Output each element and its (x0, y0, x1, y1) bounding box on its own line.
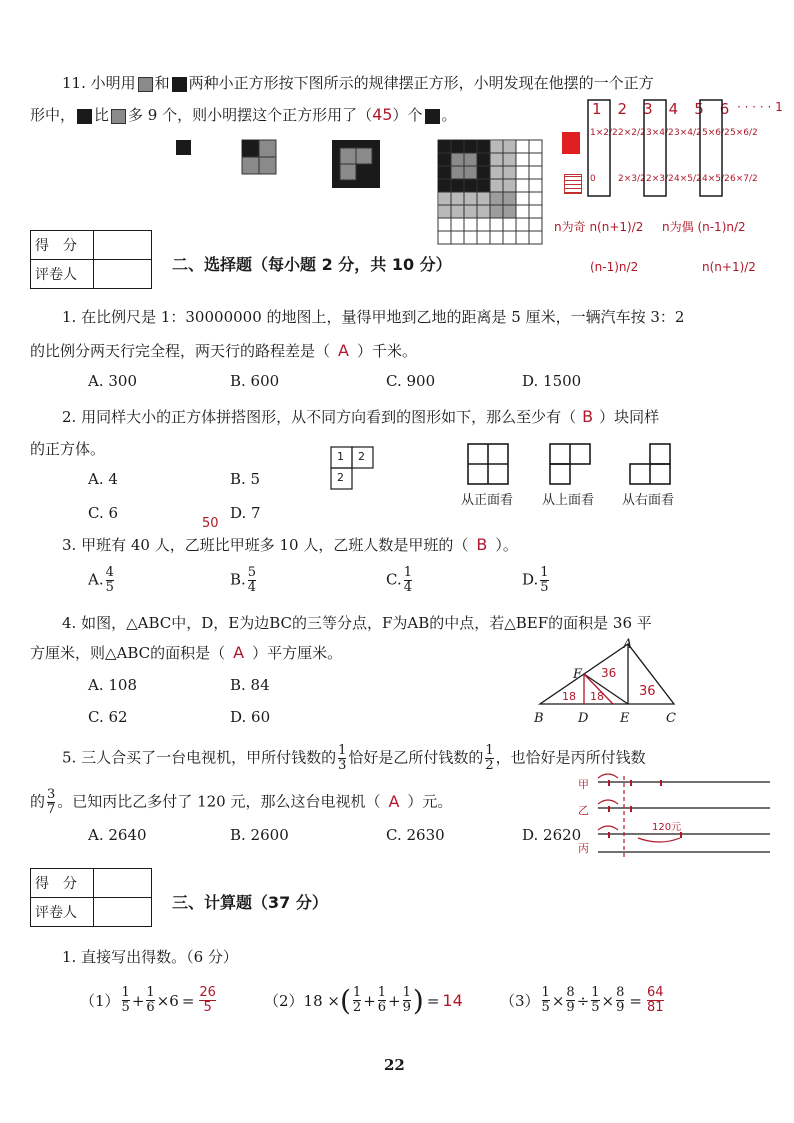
front-view (468, 444, 508, 484)
red-grid-icon (564, 174, 582, 194)
notes-bottom-right: n(n+1)/2 (702, 260, 756, 274)
q3-option-b[interactable]: B. $\frac{5}{4}$ (230, 565, 257, 595)
notes-even: n为偶 (n-1)n/2 (662, 220, 746, 234)
diagram-label-bing: 丙 (578, 842, 589, 855)
q5-option-c[interactable]: C. 2630 (386, 826, 445, 844)
q2-option-b[interactable]: B. 5 (230, 470, 261, 488)
q11-line1: 11. 小明用 和 两种小正方形按下图所示的规律摆正方形，小明发现在他摆的一个正方 (62, 74, 654, 92)
diagram-label-jia: 甲 (578, 778, 589, 791)
q3-line1: 3. 甲班有 40 人，乙班比甲班多 10 人，乙班人数是甲班的（ B ）。 (62, 535, 518, 554)
q2-sketch-num-2: 2 (358, 450, 365, 463)
diagram-label-120: 120元 (652, 822, 682, 833)
grader-label: 评卷人 (31, 898, 94, 927)
q2-line2: 的正方体。 (30, 440, 106, 458)
calc-problem-2: （2）18 × ( $\frac{1}{2}$ + $\frac{1}{6}$ + $\frac{1}{9}$ ) = 14 (264, 983, 463, 1017)
q2-answer: B (582, 407, 594, 426)
q4-line1: 4. 如图，△ABC中，D，E为边BC的三等分点，F为AB的中点，若△BEF的面积是 36 平 (62, 614, 652, 632)
q11-line2: 形中， 比 多 9 个，则小明摆这个正方形用了（45）个 。 (30, 105, 457, 124)
q5-segment-diagram (590, 768, 780, 860)
q4-line2: 方厘米，则△ABC的面积是（ A ）平方厘米。 (30, 643, 343, 662)
score-cell[interactable] (94, 231, 152, 260)
q1-option-c[interactable]: C. 900 (386, 372, 436, 390)
score-table-2 (30, 868, 152, 927)
notes-dots: · · · · · 1 (737, 100, 783, 114)
q2-sketch-num-1: 1 (337, 450, 344, 463)
grey-square-icon (111, 109, 126, 124)
section2-title: 二、选择题（每小题 2 分，共 10 分） (172, 255, 452, 274)
q11-answer: 45 (372, 105, 393, 124)
score-label: 得 分 (31, 869, 94, 898)
score-label: 得 分 (31, 231, 94, 260)
area-36-right: 36 (639, 684, 656, 699)
notes-row2: 0 2×3/22×3/24×5/24×5/26×7/2 (590, 174, 758, 184)
view-label-top: 从上面看 (542, 493, 595, 508)
label-C: C (666, 711, 676, 726)
view-label-front: 从正面看 (461, 493, 514, 508)
top-view (550, 444, 590, 484)
q1-line1: 1. 在比例尺是 1：30000000 的地图上，量得甲地到乙地的距离是 5 厘米，一辆汽车按 3：2 (62, 308, 685, 326)
notes-boxes (586, 100, 756, 200)
q4-option-a[interactable]: A. 108 (88, 676, 137, 694)
q4-option-b[interactable]: B. 84 (230, 676, 270, 694)
q3-option-d[interactable]: D. $\frac{1}{5}$ (522, 565, 549, 595)
right-view (630, 444, 670, 484)
label-F: F (573, 667, 583, 682)
q3-note: 50 (202, 516, 219, 531)
q11-notes (554, 100, 787, 300)
q5-option-b[interactable]: B. 2600 (230, 826, 289, 844)
calc-answer-3: $\frac{64}{81}$ (646, 985, 664, 1015)
label-A: A (623, 637, 633, 652)
red-square-icon (562, 132, 580, 154)
score-table-1 (30, 230, 152, 289)
q4-option-d[interactable]: D. 60 (230, 708, 271, 726)
score-cell[interactable] (94, 869, 152, 898)
q2-sketch-num-3: 2 (337, 471, 344, 484)
pattern-fig3 (332, 140, 380, 188)
notes-bottom-left: (n-1)n/2 (590, 260, 639, 274)
area-18-left: 18 (562, 690, 576, 703)
black-square-icon (172, 77, 187, 92)
view-label-right: 从右面看 (622, 493, 675, 508)
grader-cell[interactable] (94, 260, 152, 289)
notes-top-numbers: 123456 (592, 100, 746, 118)
pattern-fig1 (176, 140, 191, 155)
pattern-fig2 (242, 140, 276, 174)
label-E: E (620, 711, 630, 726)
q1-option-a[interactable]: A. 300 (88, 372, 137, 390)
calc-problem-3: （3） $\frac{1}{5}$ × $\frac{8}{9}$ ÷ $\frac{1}{5}$ × $\frac{8}{9}$ = $\frac{64}{81}$ (500, 985, 664, 1015)
q5-line2: 的 $\frac{3}{7}$ 。已知丙比乙多付了 120 元，那么这台电视机（ A ）元。 (30, 787, 453, 817)
section3-title: 三、计算题（37 分） (172, 893, 328, 912)
black-square-icon (77, 109, 92, 124)
q4-answer: A (233, 643, 245, 662)
q1-answer: A (338, 341, 349, 360)
grader-label: 评卷人 (31, 260, 94, 289)
calc-heading: 1. 直接写出得数。（6 分） (62, 948, 238, 966)
calc-problem-1: （1） $\frac{1}{5}$ + $\frac{1}{6}$ × 6 = $\frac{26}{5}$ (80, 985, 216, 1015)
q2-option-d[interactable]: D. 7 (230, 504, 261, 522)
page-number: 22 (384, 1056, 405, 1074)
q1-option-d[interactable]: D. 1500 (522, 372, 582, 390)
calc-answer-1: $\frac{26}{5}$ (199, 985, 216, 1015)
q1-option-b[interactable]: B. 600 (230, 372, 280, 390)
black-square-icon (425, 109, 440, 124)
pattern-fig4 (438, 140, 542, 244)
q5-line1: 5. 三人合买了一台电视机，甲所付钱数的 $\frac{1}{3}$ 恰好是乙所付钱数的 $\frac{1}{2}$ ，也恰好是丙所付钱数 (62, 743, 646, 773)
calc-answer-2: 14 (442, 990, 463, 1010)
q11-pattern-figures (170, 138, 560, 248)
q2-option-a[interactable]: A. 4 (88, 470, 118, 488)
area-18-right: 18 (590, 690, 604, 703)
q5-answer: A (388, 791, 400, 811)
notes-row1: 1×2/22×2/23×4/23×4/25×6/25×6/2 (590, 128, 758, 138)
q2-line1: 2. 用同样大小的正方体拼搭图形，从不同方向看到的图形如下，那么至少有（ B ）块同样 (62, 407, 660, 426)
q2-option-c[interactable]: C. 6 (88, 504, 119, 522)
q2-views (466, 442, 686, 488)
q4-option-c[interactable]: C. 62 (88, 708, 128, 726)
q5-option-d[interactable]: D. 2620 (522, 826, 582, 844)
q3-option-c[interactable]: C. $\frac{1}{4}$ (386, 565, 412, 595)
q5-option-a[interactable]: A. 2640 (88, 826, 147, 844)
label-B: B (534, 711, 544, 726)
label-D: D (578, 711, 589, 726)
area-36-top: 36 (601, 666, 617, 680)
q1-line2: 的比例分两天行完全程，两天行的路程差是（ A ）千米。 (30, 341, 417, 360)
q3-answer: B (476, 535, 488, 554)
diagram-label-yi: 乙 (578, 804, 589, 817)
grader-cell[interactable] (94, 898, 152, 927)
grey-square-icon (138, 77, 153, 92)
notes-odd: n为奇 n(n+1)/2 (554, 220, 644, 234)
q3-option-a[interactable]: A. $\frac{4}{5}$ (88, 565, 114, 595)
